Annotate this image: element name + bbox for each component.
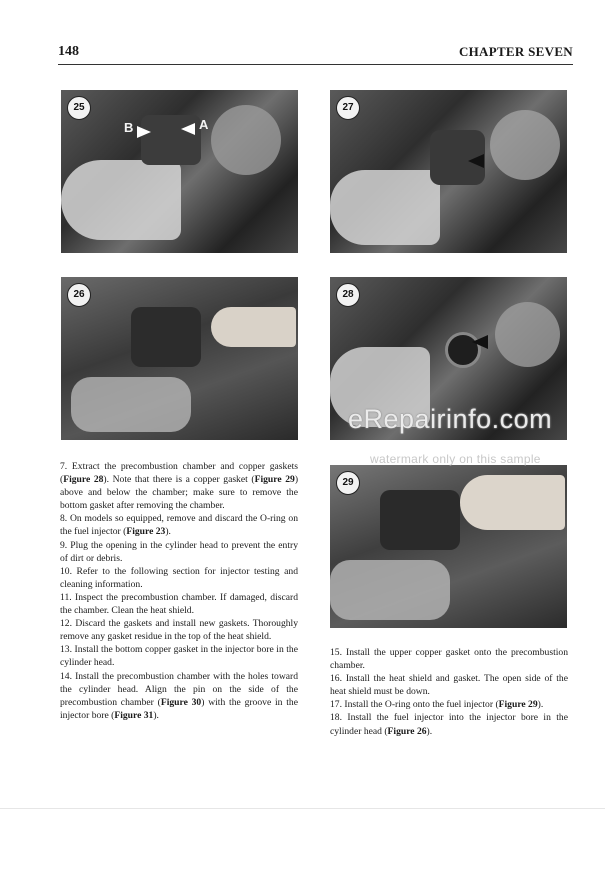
generator-shape [330, 560, 450, 620]
step-text: ) with the groove in the injector bore ( [60, 696, 298, 721]
step-paragraph [60, 591, 298, 617]
arrow-a-icon [181, 123, 195, 135]
step-text: 17. Install the O-ring onto the fuel injector ( [330, 699, 499, 711]
step-text: 11. Inspect the precombustion chamber. If damaged, discard the chamber. Clean the heat shield. [60, 591, 298, 617]
figure-reference: Figure 29 [254, 474, 295, 486]
figure-reference: Figure 26 [387, 725, 427, 737]
figure-29-photo [330, 465, 567, 628]
callout-label-a: A [199, 117, 209, 132]
figure-26-photo [61, 277, 298, 440]
generator-shape [330, 170, 440, 245]
hand-shape [211, 307, 296, 347]
figure-reference: Figure 23 [126, 526, 166, 538]
figure-number-badge: 26 [67, 283, 91, 307]
engine-block-shape [61, 160, 181, 240]
step-text: ). [153, 709, 159, 721]
watermark-note: watermark only on this sample [370, 452, 541, 466]
step-paragraph [60, 512, 298, 538]
step-text: 9. Plug the opening in the cylinder head to prevent the entry of dirt or debris. [60, 539, 298, 564]
step-text: 12. Discard the gaskets and install new gaskets. Thoroughly remove any gasket residue in the top of the heat shield. [60, 618, 298, 643]
figure-number-badge: 27 [336, 96, 360, 120]
step-paragraph [60, 565, 298, 591]
step-paragraph [330, 711, 568, 737]
pointer-arrow-icon [468, 154, 484, 168]
step-text: 18. Install the fuel injector into the injector bore in the cylinder head ( [330, 712, 568, 737]
hand-shape [460, 475, 565, 530]
callout-label-b: B [124, 120, 134, 135]
figure-reference: Figure 31 [114, 709, 154, 721]
figure-reference: Figure 28 [63, 474, 104, 486]
alternator-shape [490, 110, 560, 180]
page-number: 148 [58, 44, 79, 59]
step-paragraph [60, 670, 298, 722]
step-text: ). [165, 526, 171, 538]
step-text: 10. Refer to the following section for injector testing and cleaning information. [60, 565, 298, 590]
step-paragraph [60, 643, 298, 669]
pointer-arrow-icon [472, 335, 488, 349]
right-text-column [330, 646, 568, 738]
step-paragraph [330, 698, 568, 711]
figure-25-photo [61, 90, 298, 253]
step-text: 13. Install the bottom copper gasket in the injector bore in the cylinder head. [60, 644, 298, 669]
step-text: 16. Install the heat shield and gasket. The open side of the heat shield must be down. [330, 673, 568, 698]
footer-rule [0, 808, 605, 809]
step-paragraph [330, 646, 568, 672]
chapter-title: CHAPTER SEVEN [458, 44, 573, 59]
figure-number-badge: 29 [336, 471, 360, 495]
figure-number-badge: 25 [67, 96, 91, 120]
step-text: ). [537, 699, 544, 711]
figure-27-photo [330, 90, 567, 253]
figure-reference: Figure 30 [160, 696, 202, 708]
step-paragraph [330, 672, 568, 698]
step-paragraph [60, 460, 298, 512]
step-text: 7. Extract the precombustion chamber and copper gaskets ( [60, 461, 298, 486]
step-text: 14. Install the precombustion chamber with the holes toward the cylinder head. Align the pin on the side of the precombustion chamber ( [60, 670, 298, 708]
cylinder-head-shape [131, 307, 201, 367]
step-text: ) above and below the chamber; make sure to remove the bottom gasket after removing the chamber. [60, 474, 299, 512]
step-paragraph [60, 539, 298, 565]
figure-number-badge: 28 [336, 283, 360, 307]
cylinder-head-shape [380, 490, 460, 550]
step-paragraph [60, 617, 298, 643]
arrow-b-icon [137, 126, 151, 138]
generator-shape [71, 377, 191, 432]
figure-reference: Figure 29 [498, 699, 538, 711]
alternator-shape [495, 302, 560, 367]
header-rule [58, 64, 573, 65]
step-text: 15. Install the upper copper gasket onto the precombustion chamber. [330, 647, 568, 672]
alternator-shape [211, 105, 281, 175]
watermark-site: eRepairinfo.com [348, 404, 553, 434]
step-text: ). [426, 725, 433, 737]
step-text: 8. On models so equipped, remove and discard the O-ring on the fuel injector ( [60, 513, 298, 538]
left-text-column [60, 460, 298, 722]
step-text: ). Note that there is a copper gasket ( [103, 474, 255, 486]
